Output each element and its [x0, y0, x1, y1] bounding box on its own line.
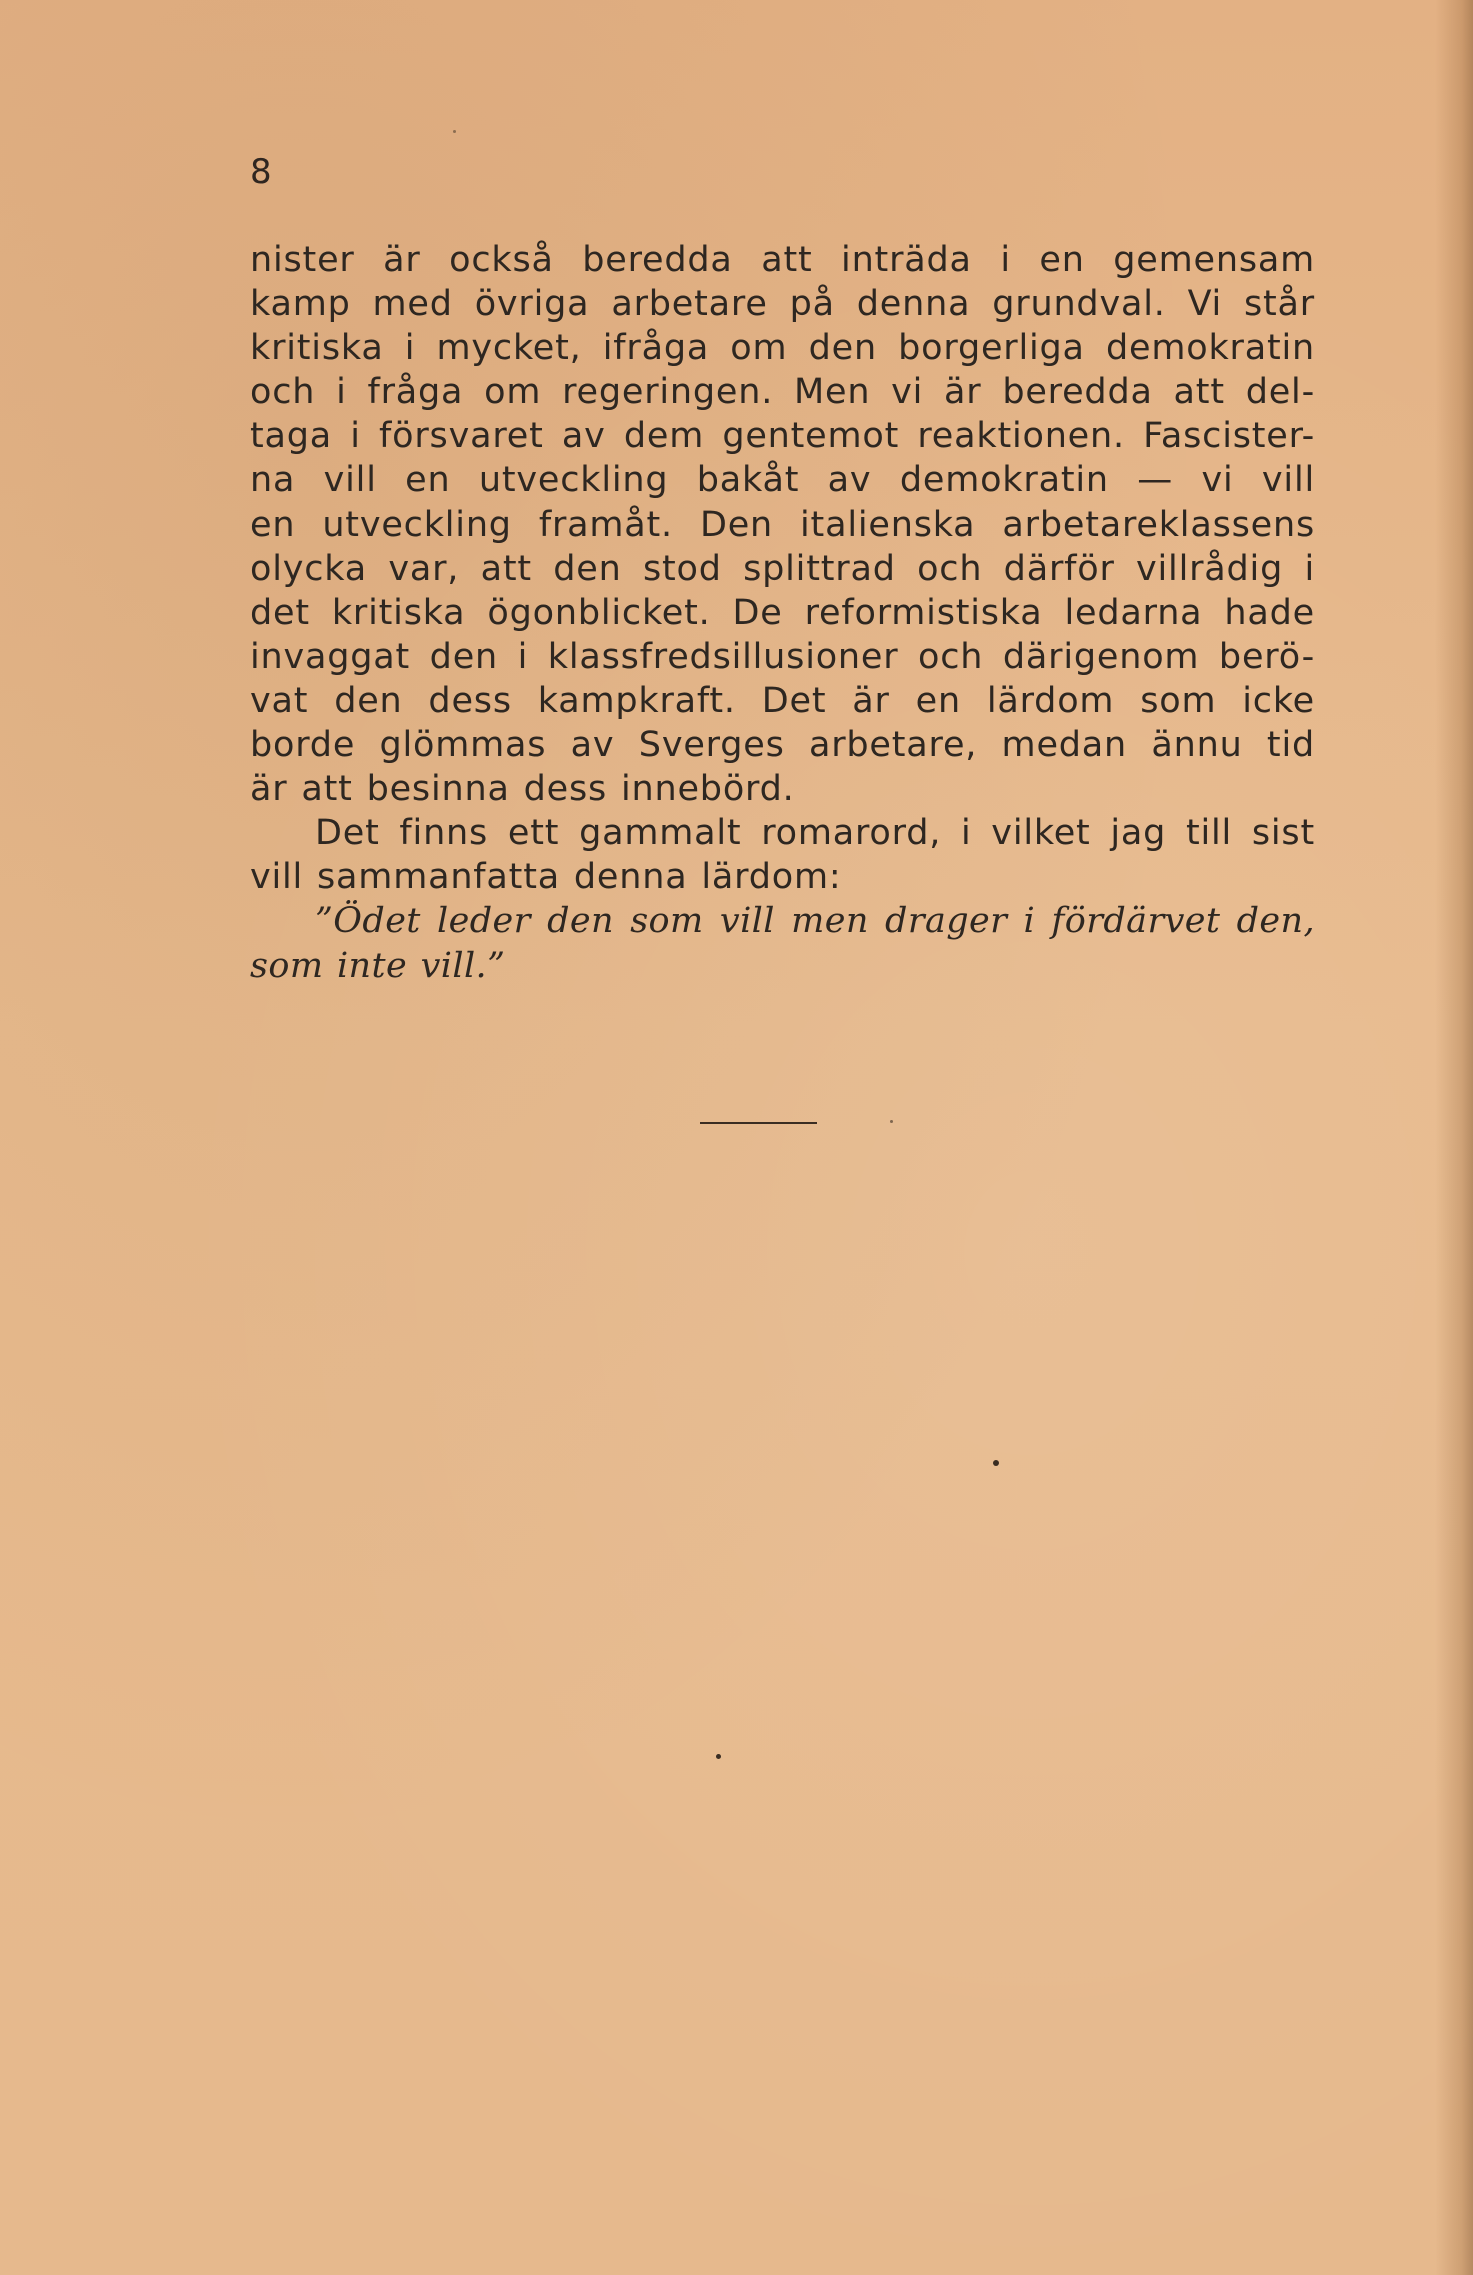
text-line: kamp med övriga arbetare på denna grundval. Vi står: [250, 284, 1315, 325]
section-divider: [700, 1122, 817, 1124]
text-line: det kritiska ögonblicket. De reformistiska ledarna hade: [250, 592, 1315, 633]
text-line: kritiska i mycket, ifråga om den borgerliga demokratin: [250, 328, 1315, 369]
text-line: taga i försvaret av dem gentemot reaktionen. Fascister-: [250, 416, 1315, 457]
paper-speck: [993, 1460, 999, 1466]
quote-line: som inte vill.”: [250, 945, 506, 986]
text-line: är att besinna dess innebörd.: [250, 769, 795, 810]
text-line: invaggat den i klassfredsillusioner och därigenom berö-: [250, 636, 1315, 677]
body-text: [250, 238, 1315, 988]
text-line: Det finns ett gammalt romarord, i vilket jag till sist: [315, 813, 1315, 854]
text-line: en utveckling framåt. Den italienska arbetareklassens: [250, 504, 1315, 545]
text-line: vat den dess kampkraft. Det är en lärdom som icke: [250, 680, 1315, 721]
text-line: vill sammanfatta denna lärdom:: [250, 857, 842, 898]
paper-speck: [453, 130, 456, 133]
text-line: och i fråga om regeringen. Men vi är beredda att del-: [250, 372, 1315, 413]
text-line: na vill en utveckling bakåt av demokratin — vi vill: [250, 460, 1315, 501]
page-edge-shadow: [1435, 0, 1473, 2275]
paper-speck: [890, 1120, 893, 1123]
page-number: 8: [250, 152, 272, 192]
text-line: borde glömmas av Sverges arbetare, medan ännu tid: [250, 725, 1315, 766]
text-line: olycka var, att den stod splittrad och därför villrådig i: [250, 548, 1315, 589]
text-line: nister är också beredda att inträda i en gemensam: [250, 240, 1315, 280]
quote-line: ”Ödet leder den som vill men drager i fördärvet den,: [315, 901, 1315, 942]
paper-speck: [716, 1754, 721, 1759]
